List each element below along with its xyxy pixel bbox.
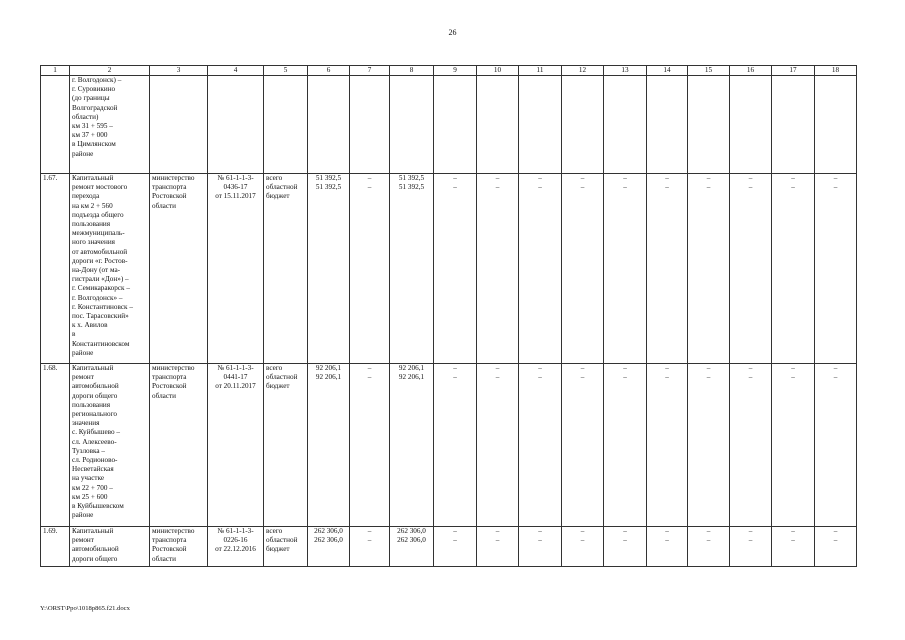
amount-col12-line: – <box>580 174 585 182</box>
column-header-18: 18 <box>815 66 857 76</box>
amount-col18-line: – <box>833 183 838 192</box>
table-row <box>41 174 857 364</box>
object-name <box>70 76 150 174</box>
funding-source-line: бюджет <box>266 545 290 554</box>
column-header-14: 14 <box>647 66 688 76</box>
amount-col9-line: – <box>453 527 457 535</box>
responsible-body-line: области <box>152 554 177 563</box>
column-header-8: 8 <box>390 66 434 76</box>
funding-source-line: областной <box>266 536 298 545</box>
amount-col11-line: – <box>538 183 542 192</box>
amount-col8-line: 262 306,0 <box>397 536 426 545</box>
amount-col10-line: – <box>495 527 500 535</box>
object-name-line: Несветайская <box>72 465 114 474</box>
amount-col13-line: – <box>623 364 627 372</box>
funding-source-line: бюджет <box>266 192 290 201</box>
table-row <box>41 76 857 174</box>
responsible-body-line: области <box>152 391 177 400</box>
object-name-line: районе <box>72 511 94 520</box>
object-name-line: г. Волгодонск) – <box>72 76 122 84</box>
expertise-conclusion <box>208 76 264 174</box>
amount-col14-line: – <box>665 527 669 535</box>
funding-source <box>264 174 308 364</box>
amount-col16 <box>730 364 772 527</box>
object-name-line: от автомобильной <box>72 247 128 256</box>
object-name <box>70 364 150 527</box>
object-name-line: Константиновском <box>72 339 130 348</box>
column-header-10: 10 <box>477 66 519 76</box>
expertise-conclusion-line: № 61-1-1-3- <box>217 364 254 372</box>
amount-col8-line: 92 206,1 <box>398 364 425 372</box>
amount-col11 <box>519 527 562 567</box>
amount-col13-line: – <box>623 527 627 535</box>
object-name-line: км 22 + 700 – <box>72 483 113 492</box>
amount-col16-line: – <box>748 183 753 192</box>
amount-total-line: 92 206,1 <box>315 373 342 382</box>
amount-col13 <box>604 364 647 527</box>
funding-source <box>264 364 308 527</box>
object-name-line: км 31 + 595 – <box>72 122 113 131</box>
object-name-line: ремонт мостового <box>72 183 128 192</box>
object-name-line: к х. Авилов <box>72 321 108 330</box>
expertise-conclusion-line: 0436-17 <box>223 183 248 192</box>
expertise-conclusion-line: 0441-17 <box>223 373 248 382</box>
amount-col16 <box>730 174 772 364</box>
object-name-line: с. Куйбышево – <box>72 428 121 437</box>
amount-col8-line: 51 392,5 <box>398 174 425 182</box>
amount-col15 <box>688 174 730 364</box>
amount-col11 <box>519 76 562 174</box>
amount-col17 <box>772 527 815 567</box>
object-name-line: км 25 + 600 <box>72 492 108 501</box>
amount-col9-line: – <box>453 364 457 372</box>
amount-col17-line: – <box>791 373 795 382</box>
amount-col11-line: – <box>538 364 542 372</box>
program-table <box>40 65 857 567</box>
amount-col8-line: 92 206,1 <box>398 373 425 382</box>
amount-col7 <box>350 527 390 567</box>
amount-col11-line: – <box>538 373 542 382</box>
amount-col17-line: – <box>791 174 795 182</box>
amount-col12 <box>562 174 604 364</box>
object-name-line: перехода <box>72 192 100 201</box>
amount-col13 <box>604 76 647 174</box>
amount-col7-line: – <box>367 364 372 372</box>
expertise-conclusion-line: № 61-1-1-3- <box>217 527 254 535</box>
amount-total-line: 51 392,5 <box>315 174 342 182</box>
amount-col10-line: – <box>495 536 500 545</box>
amount-col14-line: – <box>665 373 669 382</box>
amount-col10-line: – <box>495 373 500 382</box>
amount-col16-line: – <box>748 364 753 372</box>
object-name-line: пос. Тарасовский» <box>72 312 129 321</box>
amount-col18-line: – <box>833 527 838 535</box>
amount-col7-line: – <box>367 373 372 382</box>
object-name-line: дороги общего <box>72 391 118 400</box>
amount-col18 <box>815 364 857 527</box>
object-name-line: сл. Родионово- <box>72 456 118 465</box>
amount-col9-line: – <box>453 373 457 382</box>
amount-col8 <box>390 364 434 527</box>
amount-col10-line: – <box>495 174 500 182</box>
column-header-12: 12 <box>562 66 604 76</box>
column-header-9: 9 <box>434 66 477 76</box>
column-header-13: 13 <box>604 66 647 76</box>
amount-col10 <box>477 76 519 174</box>
column-header-3: 3 <box>150 66 208 76</box>
amount-col15-line: – <box>706 527 711 535</box>
row-number: 1.68. <box>41 364 70 527</box>
funding-source-line: областной <box>266 373 298 382</box>
amount-col9 <box>434 76 477 174</box>
column-header-5: 5 <box>264 66 308 76</box>
amount-col8 <box>390 76 434 174</box>
amount-col15-line: – <box>706 364 711 372</box>
amount-col12-line: – <box>580 536 585 545</box>
object-name-line: районе <box>72 149 94 158</box>
column-number-row <box>41 66 857 76</box>
object-name-line: районе <box>72 348 94 357</box>
amount-col16 <box>730 527 772 567</box>
object-name-line: Капитальный <box>72 364 114 372</box>
object-name-line: подъезда общего <box>72 210 124 219</box>
amount-col12 <box>562 76 604 174</box>
amount-total <box>308 364 350 527</box>
row-number: 1.67. <box>41 174 70 364</box>
amount-col14-line: – <box>665 364 669 372</box>
row-number <box>41 76 70 174</box>
funding-source-line: всего <box>266 364 283 372</box>
column-header-1: 1 <box>41 66 70 76</box>
responsible-body-line: Ростовской <box>152 192 187 201</box>
object-name-line: гистрали «Дон») – <box>72 275 129 284</box>
column-header-2: 2 <box>70 66 150 76</box>
amount-col14 <box>647 174 688 364</box>
amount-col10 <box>477 174 519 364</box>
amount-col12 <box>562 527 604 567</box>
amount-col9-line: – <box>453 183 457 192</box>
responsible-body-line: транспорта <box>152 183 187 192</box>
object-name-line: пользования <box>72 400 111 409</box>
amount-col17-line: – <box>791 527 795 535</box>
object-name-line: сл. Алексеево- <box>72 437 117 446</box>
responsible-body-line: транспорта <box>152 373 187 382</box>
responsible-body-line: министерство <box>152 364 195 372</box>
amount-col7 <box>350 76 390 174</box>
amount-col11-line: – <box>538 174 542 182</box>
amount-col17 <box>772 174 815 364</box>
amount-col12-line: – <box>580 183 585 192</box>
amount-col16-line: – <box>748 536 753 545</box>
amount-col14 <box>647 527 688 567</box>
object-name-line: Капитальный <box>72 174 114 182</box>
amount-total-line: 262 306,0 <box>314 536 343 545</box>
expertise-conclusion <box>208 174 264 364</box>
responsible-body-line: транспорта <box>152 536 187 545</box>
amount-col11-line: – <box>538 536 542 545</box>
expertise-conclusion-line: от 22.12.2016 <box>215 545 256 554</box>
amount-col12-line: – <box>580 373 585 382</box>
amount-col15 <box>688 364 730 527</box>
object-name-line: в <box>72 330 76 339</box>
amount-total-line: 92 206,1 <box>315 364 342 372</box>
amount-col7-line: – <box>367 183 372 192</box>
responsible-body-line: области <box>152 201 177 210</box>
responsible-body-line: министерство <box>152 527 195 535</box>
amount-col7 <box>350 174 390 364</box>
column-header-6: 6 <box>308 66 350 76</box>
object-name <box>70 174 150 364</box>
amount-col8-line: 262 306,0 <box>397 527 426 535</box>
object-name-line: регионального <box>72 410 117 419</box>
object-name-line: дороги общего <box>72 554 118 563</box>
object-name <box>70 527 150 567</box>
object-name-line: автомобильной <box>72 382 119 391</box>
amount-col11 <box>519 364 562 527</box>
responsible-body <box>150 364 208 527</box>
amount-col9 <box>434 174 477 364</box>
amount-col7-line: – <box>367 536 372 545</box>
amount-col15-line: – <box>706 174 711 182</box>
row-number: 1.69. <box>41 527 70 567</box>
amount-col17 <box>772 76 815 174</box>
expertise-conclusion <box>208 364 264 527</box>
amount-col12-line: – <box>580 527 585 535</box>
amount-total <box>308 174 350 364</box>
amount-col10 <box>477 364 519 527</box>
object-name-line: км 37 + 000 <box>72 131 108 140</box>
amount-total <box>308 527 350 567</box>
amount-col17-line: – <box>791 536 795 545</box>
amount-col13-line: – <box>623 373 627 382</box>
object-name-line: пользования <box>72 220 111 229</box>
amount-col16-line: – <box>748 174 753 182</box>
amount-col18 <box>815 76 857 174</box>
object-name-line: на-Дону (от ма- <box>72 266 121 275</box>
object-name-line: г. Суровикино <box>72 85 116 94</box>
amount-col18 <box>815 527 857 567</box>
column-header-7: 7 <box>350 66 390 76</box>
amount-col14 <box>647 364 688 527</box>
table-row <box>41 364 857 527</box>
object-name-line: на км 2 + 560 <box>72 201 113 210</box>
column-header-16: 16 <box>730 66 772 76</box>
amount-col11-line: – <box>538 527 542 535</box>
amount-col14-line: – <box>665 174 669 182</box>
object-name-line: г. Семикаракорск – <box>72 284 130 293</box>
expertise-conclusion-line: от 15.11.2017 <box>215 192 256 201</box>
funding-source-line: всего <box>266 527 283 535</box>
object-name-line: (до границы <box>72 94 110 103</box>
expertise-conclusion-line: от 20.11.2017 <box>215 382 256 391</box>
amount-col9 <box>434 364 477 527</box>
amount-col16-line: – <box>748 527 753 535</box>
amount-col13-line: – <box>623 536 627 545</box>
amount-col10 <box>477 527 519 567</box>
amount-col13-line: – <box>623 183 627 192</box>
amount-col15-line: – <box>706 536 711 545</box>
amount-col7 <box>350 364 390 527</box>
amount-col16 <box>730 76 772 174</box>
expertise-conclusion <box>208 527 264 567</box>
amount-col12-line: – <box>580 364 585 372</box>
object-name-line: на участке <box>72 474 105 483</box>
amount-col17 <box>772 364 815 527</box>
responsible-body-line: Ростовской <box>152 382 187 391</box>
amount-col15-line: – <box>706 183 711 192</box>
amount-total <box>308 76 350 174</box>
amount-col18-line: – <box>833 373 838 382</box>
amount-col18-line: – <box>833 174 838 182</box>
amount-col9 <box>434 527 477 567</box>
amount-col8-line: 51 392,5 <box>398 183 425 192</box>
amount-col14-line: – <box>665 183 669 192</box>
amount-col8 <box>390 527 434 567</box>
funding-source <box>264 527 308 567</box>
object-name-line: Капитальный <box>72 527 114 535</box>
amount-col15-line: – <box>706 373 711 382</box>
object-name-line: ремонт <box>72 536 94 545</box>
amount-total-line: 262 306,0 <box>314 527 343 535</box>
object-name-line: г. Волгодонск» – <box>72 293 123 302</box>
amount-col7-line: – <box>367 174 372 182</box>
object-name-line: Волгоградской <box>72 103 118 112</box>
object-name-line: межмуниципаль- <box>72 229 125 238</box>
amount-col18-line: – <box>833 364 838 372</box>
object-name-line: автомобильной <box>72 545 119 554</box>
amount-col13 <box>604 174 647 364</box>
column-header-4: 4 <box>208 66 264 76</box>
amount-col13-line: – <box>623 174 627 182</box>
funding-source <box>264 76 308 174</box>
amount-col18 <box>815 174 857 364</box>
object-name-line: в Куйбышевском <box>72 502 124 511</box>
amount-col17-line: – <box>791 183 795 192</box>
amount-col15 <box>688 76 730 174</box>
funding-source-line: всего <box>266 174 283 182</box>
amount-col9-line: – <box>453 174 457 182</box>
object-name-line: значения <box>72 419 100 428</box>
column-header-11: 11 <box>519 66 562 76</box>
expertise-conclusion-line: 0226-16 <box>223 536 248 545</box>
amount-col17-line: – <box>791 364 795 372</box>
responsible-body <box>150 76 208 174</box>
amount-col14 <box>647 76 688 174</box>
amount-col10-line: – <box>495 183 500 192</box>
object-name-line: области) <box>72 112 99 121</box>
amount-col16-line: – <box>748 373 753 382</box>
file-path-footer: Y:\ORST\Ppo\1018p865.f21.docx <box>40 605 130 612</box>
funding-source-line: бюджет <box>266 382 290 391</box>
object-name-line: ного значения <box>72 238 115 247</box>
amount-col12 <box>562 364 604 527</box>
object-name-line: ремонт <box>72 373 94 382</box>
amount-col14-line: – <box>665 536 669 545</box>
responsible-body <box>150 527 208 567</box>
responsible-body <box>150 174 208 364</box>
amount-col9-line: – <box>453 536 457 545</box>
amount-col11 <box>519 174 562 364</box>
page-number: 26 <box>448 28 457 37</box>
responsible-body-line: Ростовской <box>152 545 187 554</box>
column-header-17: 17 <box>772 66 815 76</box>
column-header-15: 15 <box>688 66 730 76</box>
expertise-conclusion-line: № 61-1-1-3- <box>217 174 254 182</box>
amount-total-line: 51 392,5 <box>315 183 342 192</box>
table-row <box>41 527 857 567</box>
funding-source-line: областной <box>266 183 298 192</box>
responsible-body-line: министерство <box>152 174 195 182</box>
object-name-line: в Цимлянском <box>72 140 116 149</box>
object-name-line: дороги «г. Ростов- <box>72 256 128 265</box>
object-name-line: Тузловка – <box>72 446 106 455</box>
amount-col8 <box>390 174 434 364</box>
amount-col7-line: – <box>367 527 372 535</box>
amount-col18-line: – <box>833 536 838 545</box>
amount-col13 <box>604 527 647 567</box>
object-name-line: г. Константиновск – <box>72 302 133 311</box>
amount-col10-line: – <box>495 364 500 372</box>
amount-col15 <box>688 527 730 567</box>
